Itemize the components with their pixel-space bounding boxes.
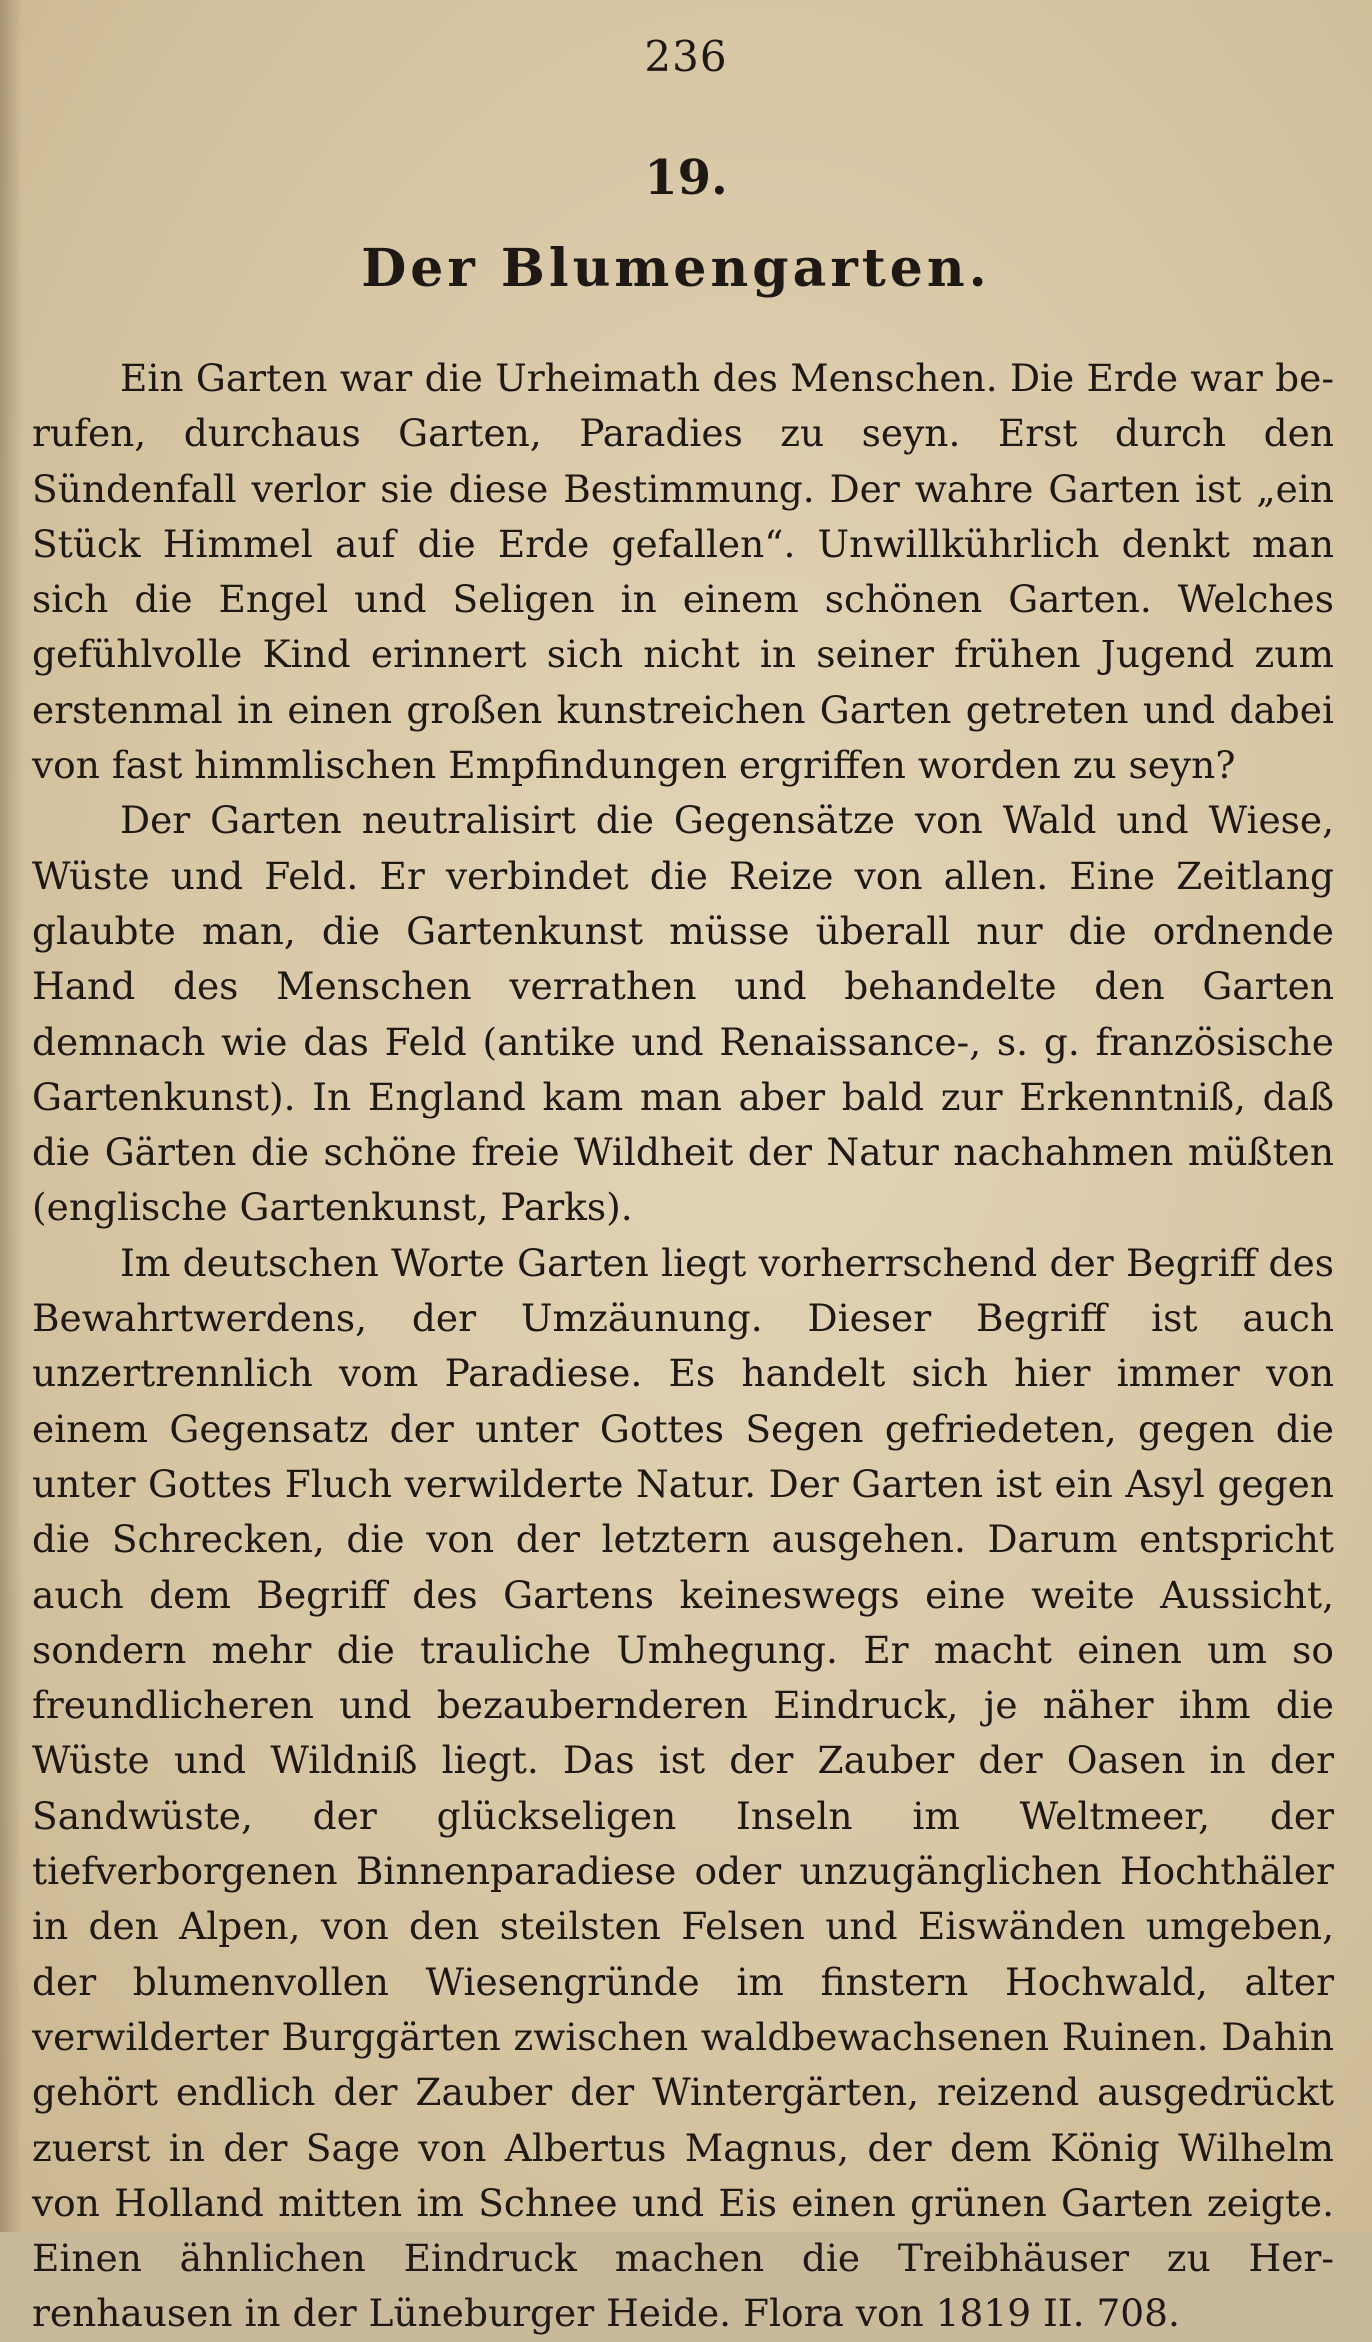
page-number: 236 <box>644 32 728 81</box>
chapter-number: 19. <box>644 150 728 206</box>
paragraph-1: Ein Garten war die Urheimath des Menschen. Die Erde war berufen, durchaus Garten, Paradies zu seyn. Erst durch den Sündenfall verlor sie diese Bestimmung. Der wahre Garten ist „ein Stück Himmel auf die Erde gefallen“. Unwillkührlich denkt man sich die Engel und Seligen in einem schönen Garten. Welches gefühlvolle Kind erinnert sich nicht in seiner frühen Jugend zum erstenmal in einen großen kunstreichen Garten getreten und dabei von fast himmlischen Empfindungen ergriffen worden zu seyn? <box>32 356 1334 788</box>
paragraph-2: Der Garten neutralisirt die Gegensätze von Wald und Wiese, Wüste und Feld. Er verbindet die Reize von allen. Eine Zeitlang glaubte man, die Gartenkunst müsse überall nur die ordnende Hand des Menschen verrathen und behandelte den Garten demnach wie das Feld (antike und Renaissance-, s. g. französische Gartenkunst). In England kam man aber bald zur Erkenntniß, daß die Gärten die schöne freie Wildheit der Natur nachahmen müßten (englische Gartenkunst, Parks). <box>32 798 1334 1230</box>
paragraph-3: Im deutschen Worte Garten liegt vorherrschend der Begriff des Bewahrtwerdens, der Umzäunung. Dieser Begriff ist auch unzertrennlich vom Paradiese. Es handelt sich hier immer von einem Gegensatz der unter Gottes Segen gefriedeten, gegen die unter Gottes Fluch verwilderte Natur. Der Garten ist ein Asyl gegen die Schrecken, die von der letztern ausgehen. Darum entspricht auch dem Begriff des Gartens keineswegs eine weite Aussicht, sondern mehr die trauliche Umhegung. Er macht einen um so freundlicheren und bezaubernderen Eindruck, je näher ihm die Wüste und Wildniß liegt. Das ist der Zauber der Oasen in der Sandwüste, der glückseligen Inseln im Weltmeer, der tiefverborgenen Binnenparadiese oder unzugänglichen Hochthäler in den Alpen, von den steilsten Felsen und Eiswänden umgeben, der blumenvollen Wiesengründe im finstern Hochwald, alter verwilderter Burggärten zwischen waldbewachsenen Ruinen. Dahin gehört endlich der Zauber der Wintergärten, reizend ausgedrückt zuerst in der Sage von Albertus Magnus, der dem König Wilhelm von Holland mitten im Schnee und Eis einen grünen Garten zeigte. Einen ähnlichen Eindruck machen die Treibhäuser zu Herrenhausen in der Lüneburger Heide. Flora von 1819 II. 708. <box>32 1240 1334 2336</box>
gutter-shadow <box>0 0 22 2232</box>
chapter-title: Der Blumengarten. <box>361 238 991 299</box>
chapter-body <box>32 351 1334 2342</box>
